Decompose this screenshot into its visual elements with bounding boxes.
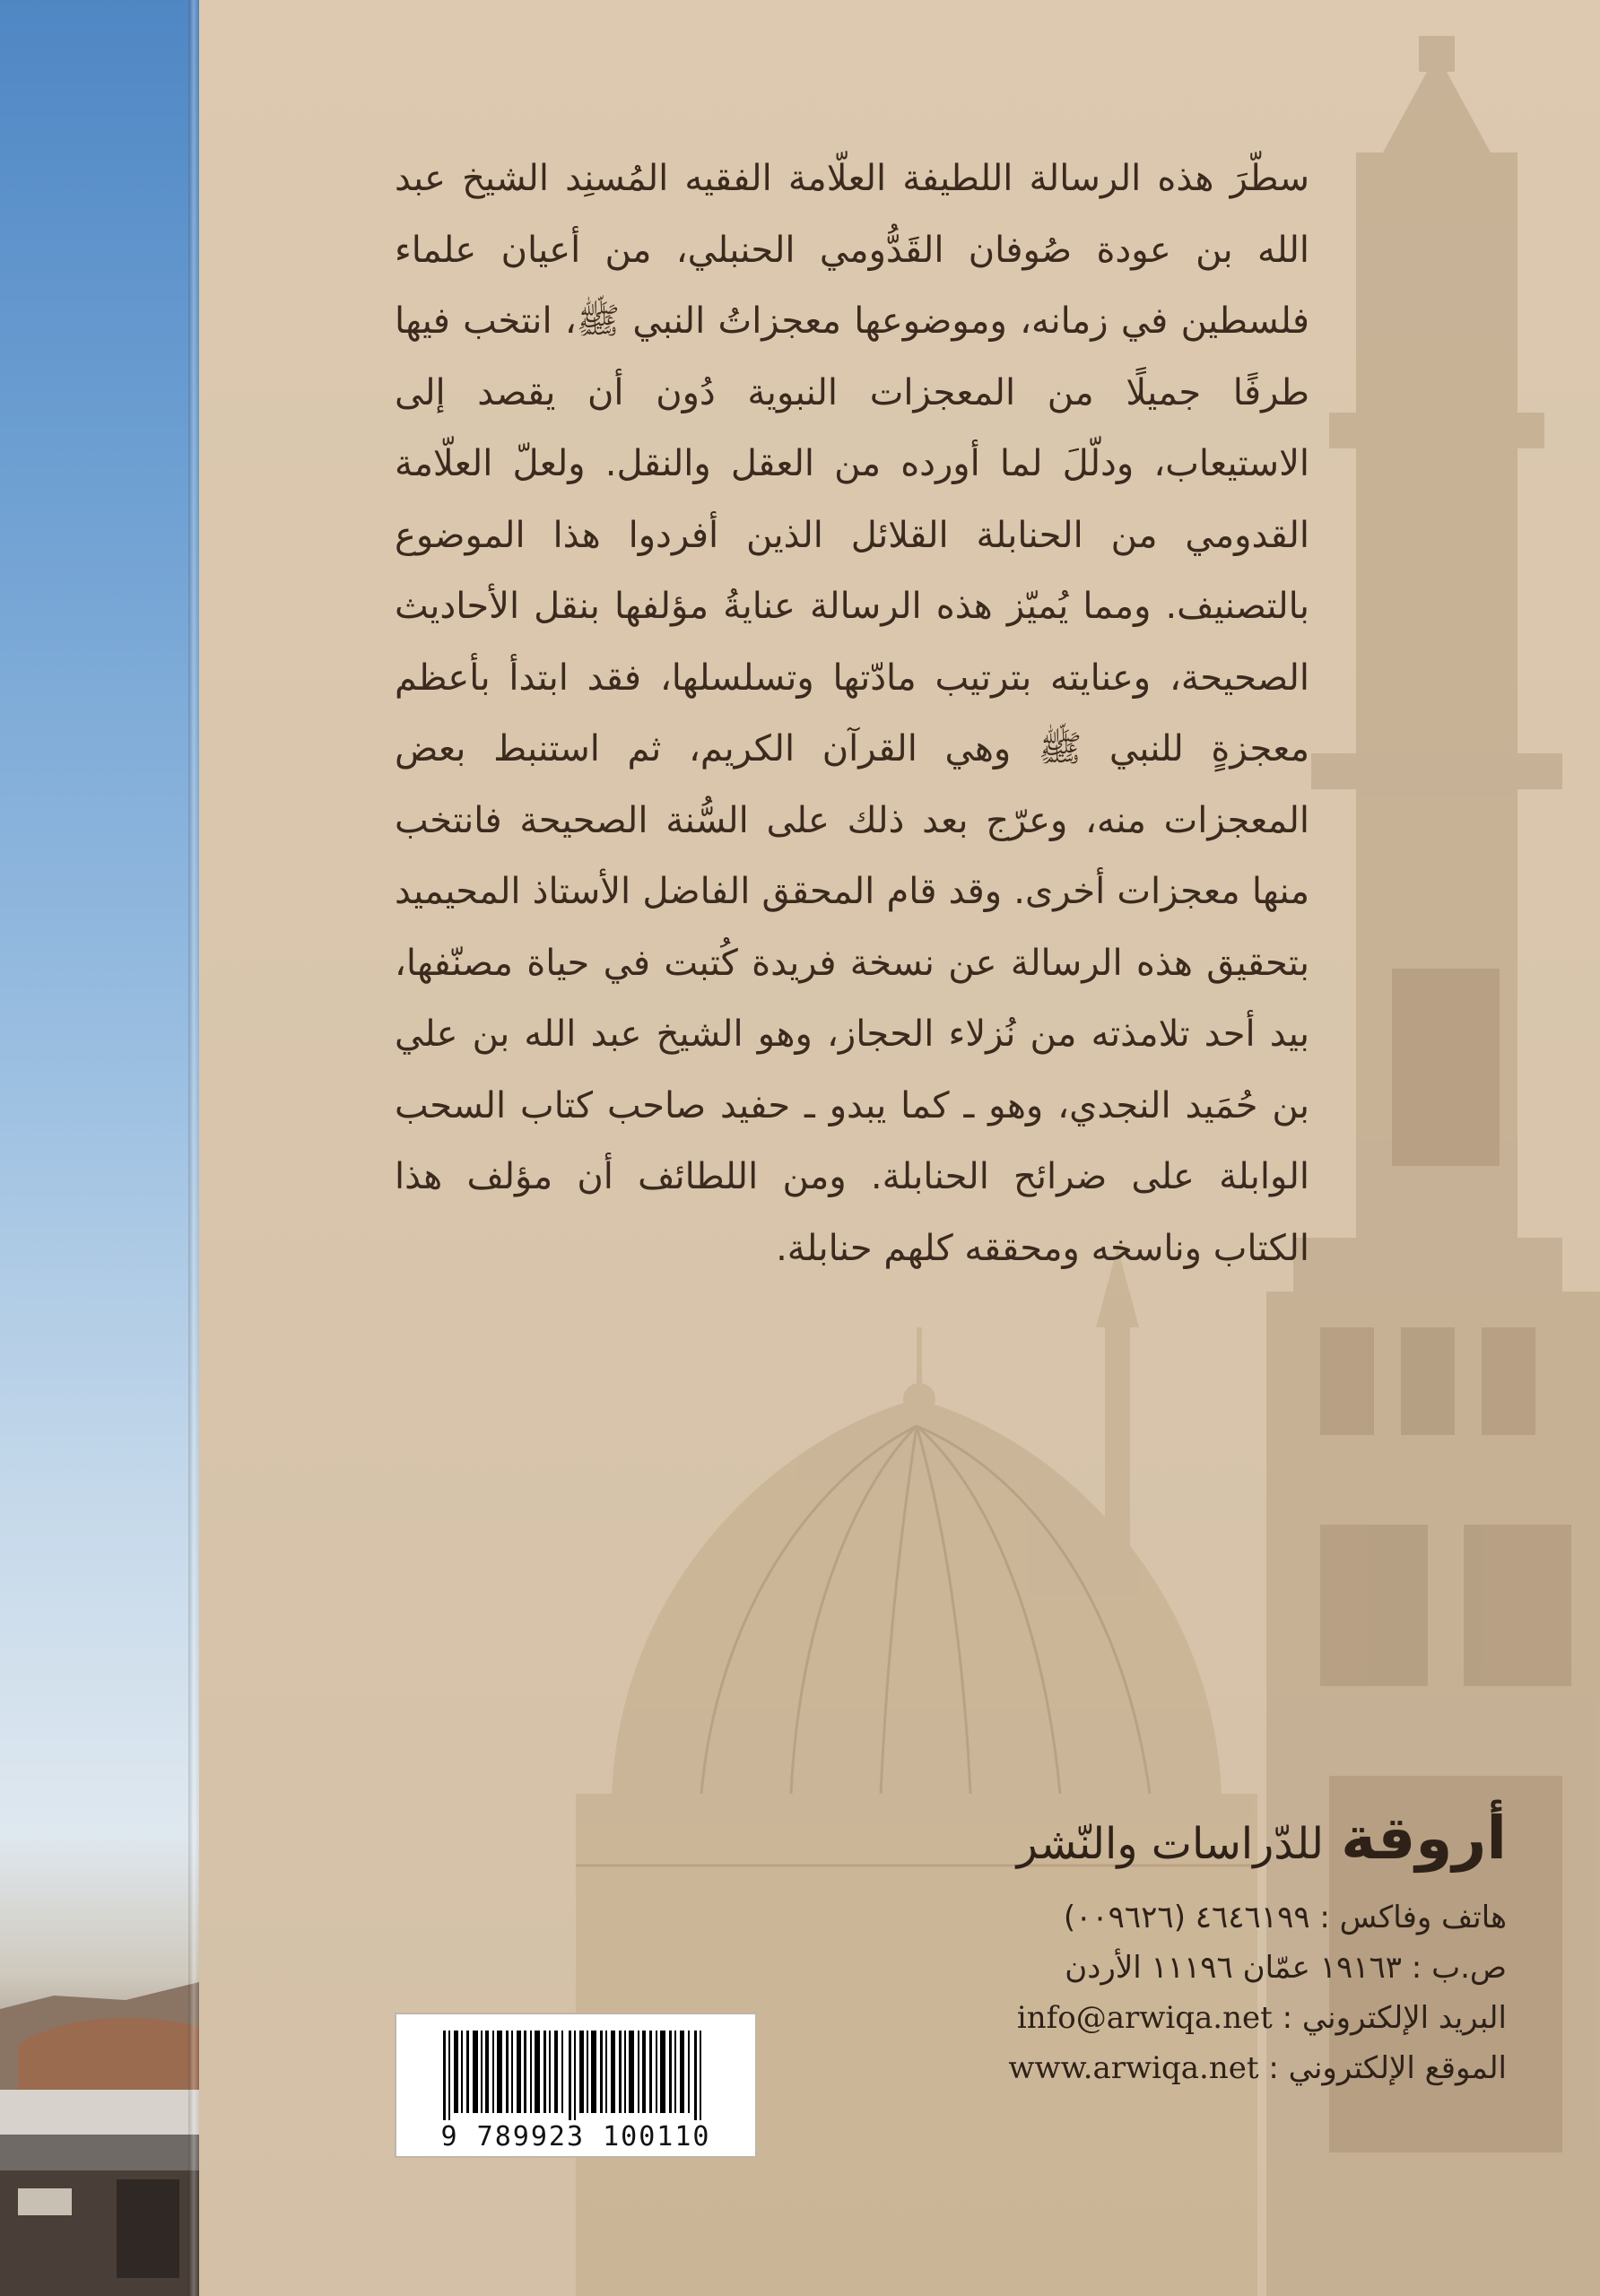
publisher-tagline: للدّراسات والنّشر — [1016, 1819, 1325, 1869]
publisher-name: أروقة — [1341, 1804, 1507, 1873]
barcode-bars — [443, 2031, 712, 2120]
email-address[interactable]: info@arwiqa.net — [1016, 2000, 1273, 2036]
contact-info — [987, 1892, 1507, 2093]
spine-cityscape-image — [0, 1910, 199, 2296]
phone-fax: هاتف وفاكس : ٤٦٤٦١٩٩ (٠٠٩٦٢٦) — [1063, 1900, 1507, 1935]
spine-photo — [0, 0, 199, 2296]
isbn-number: 9 789923 100110 — [440, 2121, 711, 2152]
publisher-logo — [996, 1803, 1507, 1880]
email-line — [987, 1993, 1507, 2043]
website-line — [987, 2043, 1507, 2093]
email-label: البريد الإلكتروني : — [1272, 2000, 1507, 2036]
website-label: الموقع الإلكتروني : — [1258, 2050, 1507, 2086]
website-url[interactable]: www.arwiqa.net — [1008, 2050, 1259, 2086]
blurb-text: سطّرَ هذه الرسالة اللطيفة العلّامة الفقيه المُسنِد الشيخ عبد الله بن عودة صُوفان القَدُّومي الحنبلي، من أعيان علماء فلسطين في زمانه، وموضوعها معجزاتُ النبي ﷺ، انتخب فيها طرفًا جميلًا من المعجزات النبوية دُون أن يقصد إلى الاستيعاب، ودلّلَ لما أورده من العقل والنقل. ولعلّ العلّامة القدومي من الحنابلة القلائل الذين أفردوا هذا الموضوع بالتصنيف. ومما يُميّز هذه الرسالة عنايةُ مؤلفها بنقل الأحاديث الصحيحة، وعنايته بترتيب مادّتها وتسلسلها، فقد ابتدأ بأعظم معجزةٍ للنبي ﷺ وهي القرآن الكريم، ثم استنبط بعض المعجزات منه، وعرّج بعد ذلك على السُّنة الصحيحة فانتخب منها معجزات أخرى. وقد قام المحقق الفاضل الأستاذ المحيميد بتحقيق هذه الرسالة عن نسخة فريدة كُتبت في حياة مصنّفها، بيد أحد تلامذته من نُزلاء الحجاز، وهو الشيخ عبد الله بن علي بن حُمَيد النجدي، وهو ـ كما يبدو ـ حفيد صاحب كتاب السحب الوابلة على ضرائح الحنابلة. ومن اللطائف أن مؤلف هذا الكتاب وناسخه ومحققه كلهم حنابلة. — [395, 158, 1309, 1269]
isbn-barcode — [395, 2013, 757, 2158]
spine-fold — [188, 0, 199, 2296]
po-box: ص.ب : ١٩١٦٣ عمّان ١١١٩٦ الأردن — [1065, 1950, 1507, 1986]
